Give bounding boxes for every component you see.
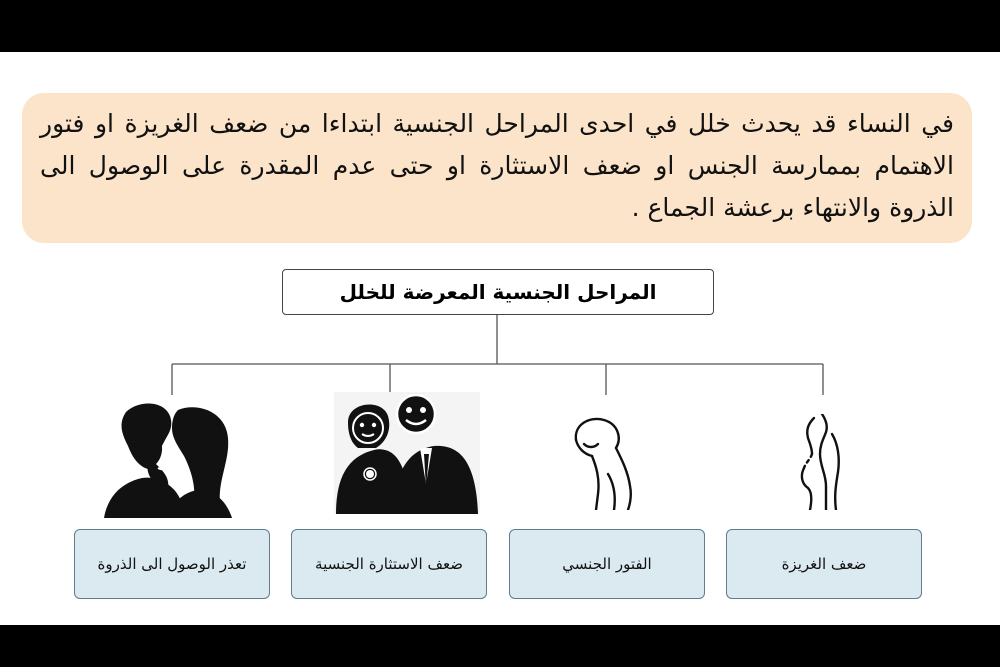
sad-woman-icon [570,414,644,510]
stage-box-arousal-weakness: ضعف الاستثارة الجنسية [291,529,487,599]
stage-box-sexual-apathy: الفتور الجنسي [509,529,705,599]
woman-silhouette-icon [792,414,852,510]
embracing-couple-icon [98,398,238,518]
top-frame-bar [0,0,1000,52]
intro-paragraph: في النساء قد يحدث خلل في احدى المراحل الجنسية ابتداءا من ضعف الغريزة او فتور الاهتمام بممارسة الجنس او ضعف الاستثارة او حتى عدم المقدرة على الوصول الى الذروة والانتهاء برعشة الجماع . [22,93,972,243]
bottom-frame-bar [0,625,1000,667]
stage-box-orgasm-difficulty: تعذر الوصول الى الذروة [74,529,270,599]
couple-emoji-icon [334,392,480,514]
diagram-title: المراحل الجنسية المعرضة للخلل [282,269,714,315]
stage-box-low-libido: ضعف الغريزة [726,529,922,599]
